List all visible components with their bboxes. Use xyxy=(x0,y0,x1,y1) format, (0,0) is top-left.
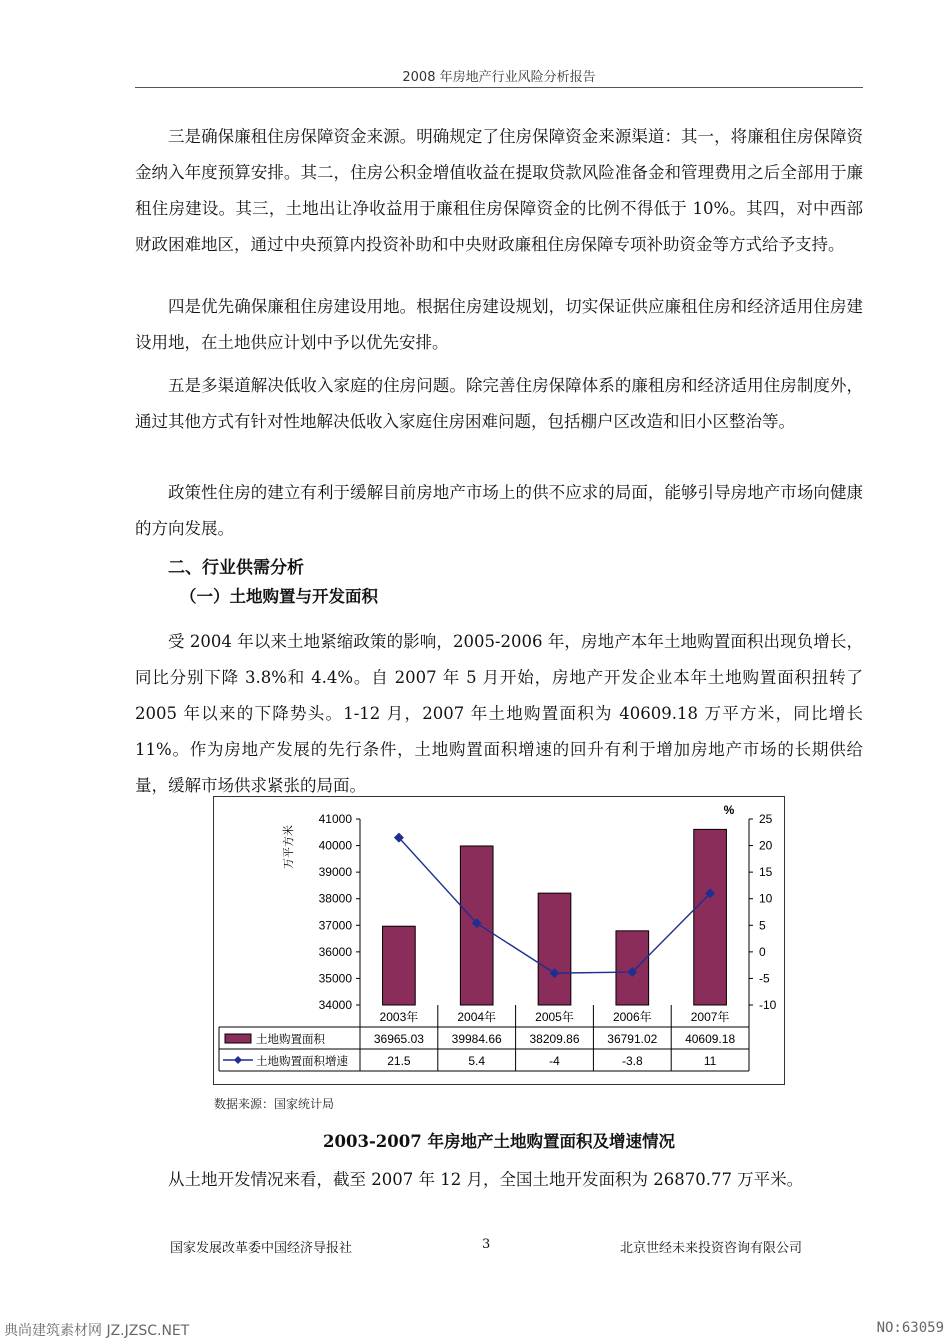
paragraph-analysis: 受 2004 年以来土地紧缩政策的影响，2005-2006 年，房地产本年土地购置面积出现负增长，同比分别下降 3.8%和 4.4%。自 2007 年 5 月开始，房地产开发企业本年土地购置面积扭转了 2005 年以来的下降势头。1-12 月，2007 年土地购置面积为 40609.18 万平方米，同比增长 11%。作为房地产发展的先行条件，土地购置面积增速的回升有利于增加房地产市场的长期供给量，缓解市场供求紧张的局面。 xyxy=(135,632,863,795)
category-label: 2003年 xyxy=(379,1010,419,1024)
watermark-number: NO:63059 xyxy=(876,1320,944,1336)
section-heading: 二、行业供需分析 xyxy=(168,558,304,578)
chart-source: 数据来源：国家统计局 xyxy=(214,1097,335,1111)
right-tick-label: -10 xyxy=(759,998,777,1012)
growth-value-label: -4 xyxy=(549,1054,560,1068)
land-purchase-chart xyxy=(214,797,784,1084)
right-tick-label: 5 xyxy=(759,918,766,933)
growth-value-label: 11 xyxy=(703,1054,717,1068)
bar-value-label: 36791.02 xyxy=(607,1032,658,1046)
bar-value-label: 36965.03 xyxy=(373,1032,424,1046)
paragraph-land: 四是优先确保廉租住房建设用地。根据住房建设规划，切实保证供应廉租住房和经济适用住房建设用地，在土地供应计划中予以优先安排。 xyxy=(135,297,863,352)
right-tick-label: 15 xyxy=(759,865,773,880)
legend-line-label: 土地购置面积增速 xyxy=(256,1056,348,1068)
footer-publisher: 国家发展改革委中国经济导报社 xyxy=(170,1241,353,1256)
right-tick-label: -5 xyxy=(759,971,770,986)
watermark-site: 典尚建筑素材网 JZ.JZSC.NET xyxy=(4,1323,190,1339)
right-tick-label: 0 xyxy=(759,944,766,959)
growth-value-label: -3.8 xyxy=(621,1054,643,1068)
bar-value-label: 40609.18 xyxy=(685,1032,736,1046)
legend-bar-label: 土地购置面积 xyxy=(256,1034,325,1046)
footer-page-number: 3 xyxy=(482,1237,491,1252)
bar-2007年 xyxy=(694,829,727,1005)
bar-2005年 xyxy=(538,893,571,1005)
right-tick-label: 25 xyxy=(759,812,773,826)
header-title: 2008 年房地产行业风险分析报告 xyxy=(402,70,596,85)
category-label: 2005年 xyxy=(535,1010,574,1024)
subsection-heading: （一）土地购置与开发面积 xyxy=(180,587,378,606)
growth-value-label: 21.5 xyxy=(387,1054,411,1068)
bar-value-label: 39984.66 xyxy=(451,1032,502,1046)
category-label: 2007年 xyxy=(690,1010,730,1024)
left-axis-title: 万平方米 xyxy=(283,825,295,869)
chart-frame xyxy=(213,796,785,1085)
bar-2003年 xyxy=(383,926,416,1005)
growth-value-label: 5.4 xyxy=(468,1054,486,1068)
left-tick-label: 37000 xyxy=(318,918,352,933)
left-tick-label: 34000 xyxy=(318,998,352,1012)
chart-caption: 2003-2007 年房地产土地购置面积及增速情况 xyxy=(323,1132,675,1151)
left-tick-label: 35000 xyxy=(318,971,352,986)
right-tick-label: 10 xyxy=(759,891,773,906)
left-tick-label: 40000 xyxy=(318,838,352,853)
legend-line-marker xyxy=(234,1056,242,1064)
left-tick-label: 38000 xyxy=(318,891,352,906)
left-tick-label: 39000 xyxy=(318,865,352,880)
footer-company: 北京世经未来投资咨询有限公司 xyxy=(620,1241,803,1256)
legend-bar-key xyxy=(225,1034,251,1043)
category-label: 2004年 xyxy=(457,1010,497,1024)
left-tick-label: 36000 xyxy=(318,944,352,959)
paragraph-funding: 三是确保廉租住房保障资金来源。明确规定了住房保障资金来源渠道：其一，将廉租住房保障资金纳入年度预算安排。其二，住房公积金增值收益在提取贷款风险准备金和管理费用之后全部用于廉租住房建设。其三，土地出让净收益用于廉租住房保障资金的比例不得低于 10%。其四，对中西部财政困难地区，通过中央预算内投资补助和中央财政廉租住房保障专项补助资金等方式给予支持。 xyxy=(135,127,863,254)
paragraph-development: 从土地开发情况来看，截至 2007 年 12 月，全国土地开发面积为 26870.77 万平米。 xyxy=(168,1170,804,1189)
header-rule xyxy=(135,87,863,88)
right-tick-label: 20 xyxy=(759,838,773,853)
left-tick-label: 41000 xyxy=(318,812,352,826)
paragraph-policy: 政策性住房的建立有利于缓解目前房地产市场上的供不应求的局面，能够引导房地产市场向健康的方向发展。 xyxy=(135,483,863,538)
right-axis-title: % xyxy=(723,803,735,817)
category-label: 2006年 xyxy=(612,1010,652,1024)
bar-value-label: 38209.86 xyxy=(529,1032,580,1046)
paragraph-low-income: 五是多渠道解决低收入家庭的住房问题。除完善住房保障体系的廉租房和经济适用住房制度外，通过其他方式有针对性地解决低收入家庭住房困难问题，包括棚户区改造和旧小区整治等。 xyxy=(135,376,863,431)
